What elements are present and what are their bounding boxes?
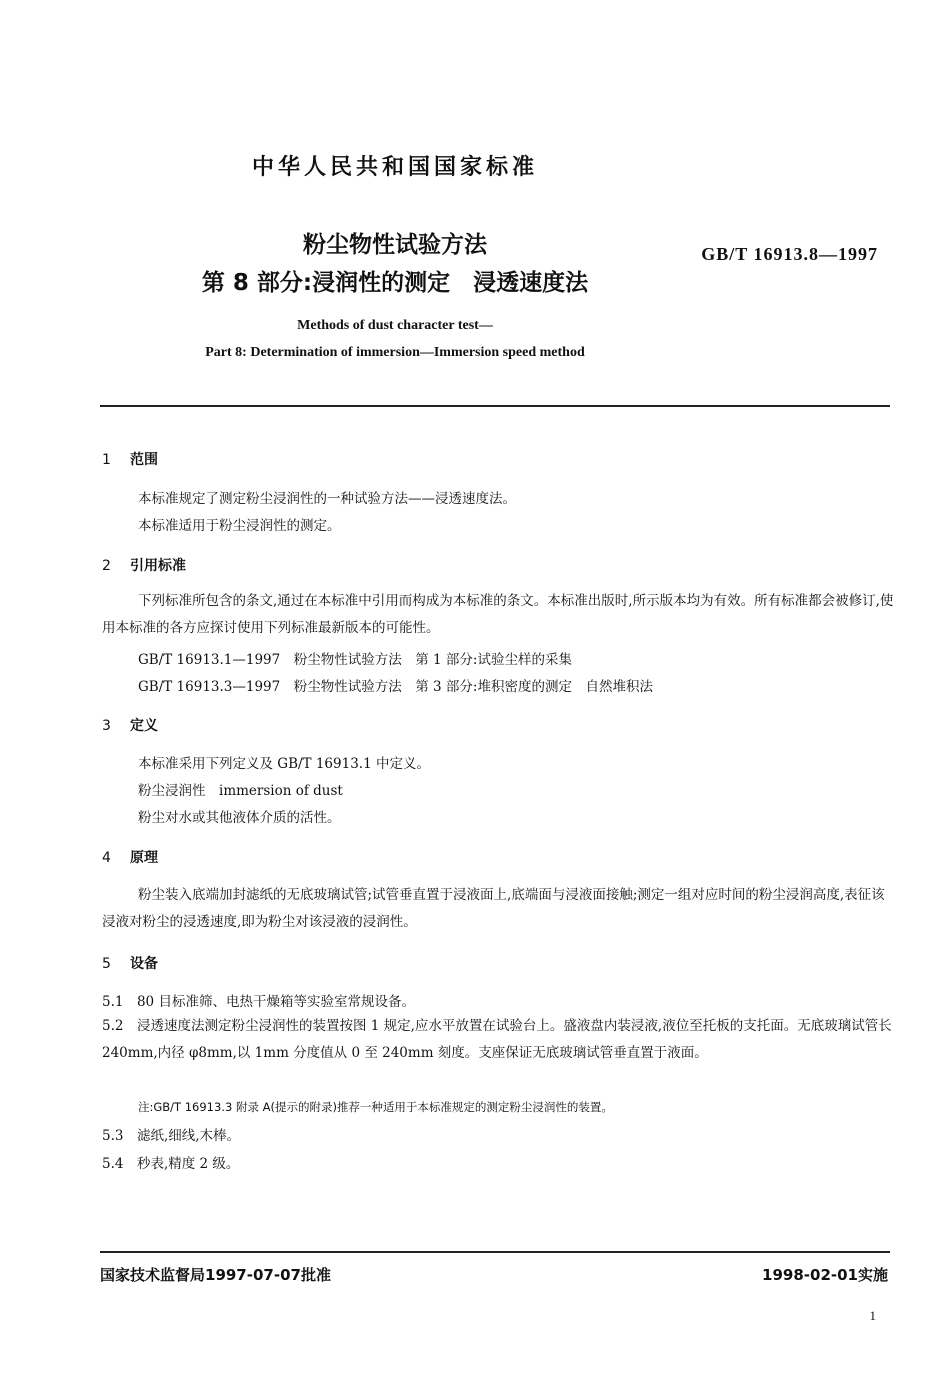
note-5-2: 注:GB/T 16913.3 附录 A(提示的附录)推荐一种适用于本标准规定的测定粉尘浸润性的装置。	[138, 1100, 613, 1114]
definition-term: 粉尘浸润性 immersion of dust	[138, 783, 343, 799]
section-5-number: 5	[102, 956, 111, 972]
reference-standard-1: GB/T 16913.1—1997 粉尘物性试验方法 第 1 部分:试验尘样的采集	[138, 652, 572, 668]
section-1-heading	[102, 449, 158, 469]
item-5-3: 5.3 滤纸,细线,木棒。	[102, 1128, 241, 1144]
item-5-1: 5.1 80 目标准筛、电热干燥箱等实验室常规设备。	[102, 994, 415, 1010]
definition-text: 粉尘对水或其他液体介质的活性。	[138, 810, 341, 826]
section-1-paragraph-2: 本标准适用于粉尘浸润性的测定。	[138, 518, 341, 534]
footer-divider	[100, 1251, 890, 1253]
section-4-title: 原理	[130, 850, 158, 866]
section-3-heading	[102, 715, 158, 735]
section-2-number: 2	[102, 558, 111, 574]
header-divider	[100, 405, 890, 407]
english-title-line1: Methods of dust character test—	[297, 318, 493, 333]
section-3-number: 3	[102, 718, 111, 734]
section-2-title: 引用标准	[130, 558, 186, 574]
section-3-paragraph-1: 本标准采用下列定义及 GB/T 16913.1 中定义。	[138, 756, 430, 772]
english-title-line2: Part 8: Determination of immersion—Immersion speed method	[205, 345, 585, 360]
approval-statement: 国家技术监督局1997-07-07批准	[100, 1266, 331, 1284]
section-2-paragraph: 下列标准所包含的条文,通过在本标准中引用而构成为本标准的条文。本标准出版时,所示版本均为有效。所有标准都会被修订,使用本标准的各方应探讨使用下列标准最新版本的可能性。	[102, 593, 894, 636]
section-1-paragraph-1: 本标准规定了测定粉尘浸润性的一种试验方法——浸透速度法。	[138, 491, 516, 507]
section-5-title: 设备	[130, 956, 158, 972]
document-title-line1: 粉尘物性试验方法	[303, 232, 487, 258]
section-4-number: 4	[102, 850, 111, 866]
section-1-title: 范围	[130, 452, 158, 468]
effective-date: 1998-02-01实施	[762, 1266, 888, 1284]
reference-standard-2: GB/T 16913.3—1997 粉尘物性试验方法 第 3 部分:堆积密度的测定 自然堆积法	[138, 679, 653, 695]
item-5-2: 5.2 浸透速度法测定粉尘浸润性的装置按图 1 规定,应水平放置在试验台上。盛液盘内装浸液,液位至托板的支托面。无底玻璃试管长 240mm,内径 φ8mm,以 1mm 分度值从 0 至 240mm 刻度。支座保证无底玻璃试管垂直置于液面。	[102, 1018, 892, 1061]
standard-number: GB/T 16913.8—1997	[701, 244, 878, 264]
section-4-heading	[102, 847, 158, 867]
section-1-number: 1	[102, 452, 111, 468]
section-4-paragraph: 粉尘装入底端加封滤纸的无底玻璃试管;试管垂直置于浸液面上,底端面与浸液面接触;测定一组对应时间的粉尘浸润高度,表征该浸液对粉尘的浸透速度,即为粉尘对该浸液的浸润性。	[102, 887, 885, 930]
page-number: 1	[869, 1308, 876, 1323]
item-5-4: 5.4 秒表,精度 2 级。	[102, 1156, 240, 1172]
section-2-heading	[102, 555, 186, 575]
section-5-heading	[102, 953, 158, 973]
document-title-line2: 第 8 部分:浸润性的测定 浸透速度法	[201, 270, 589, 296]
section-3-title: 定义	[130, 718, 158, 734]
national-standard-heading: 中华人民共和国国家标准	[251, 155, 538, 180]
